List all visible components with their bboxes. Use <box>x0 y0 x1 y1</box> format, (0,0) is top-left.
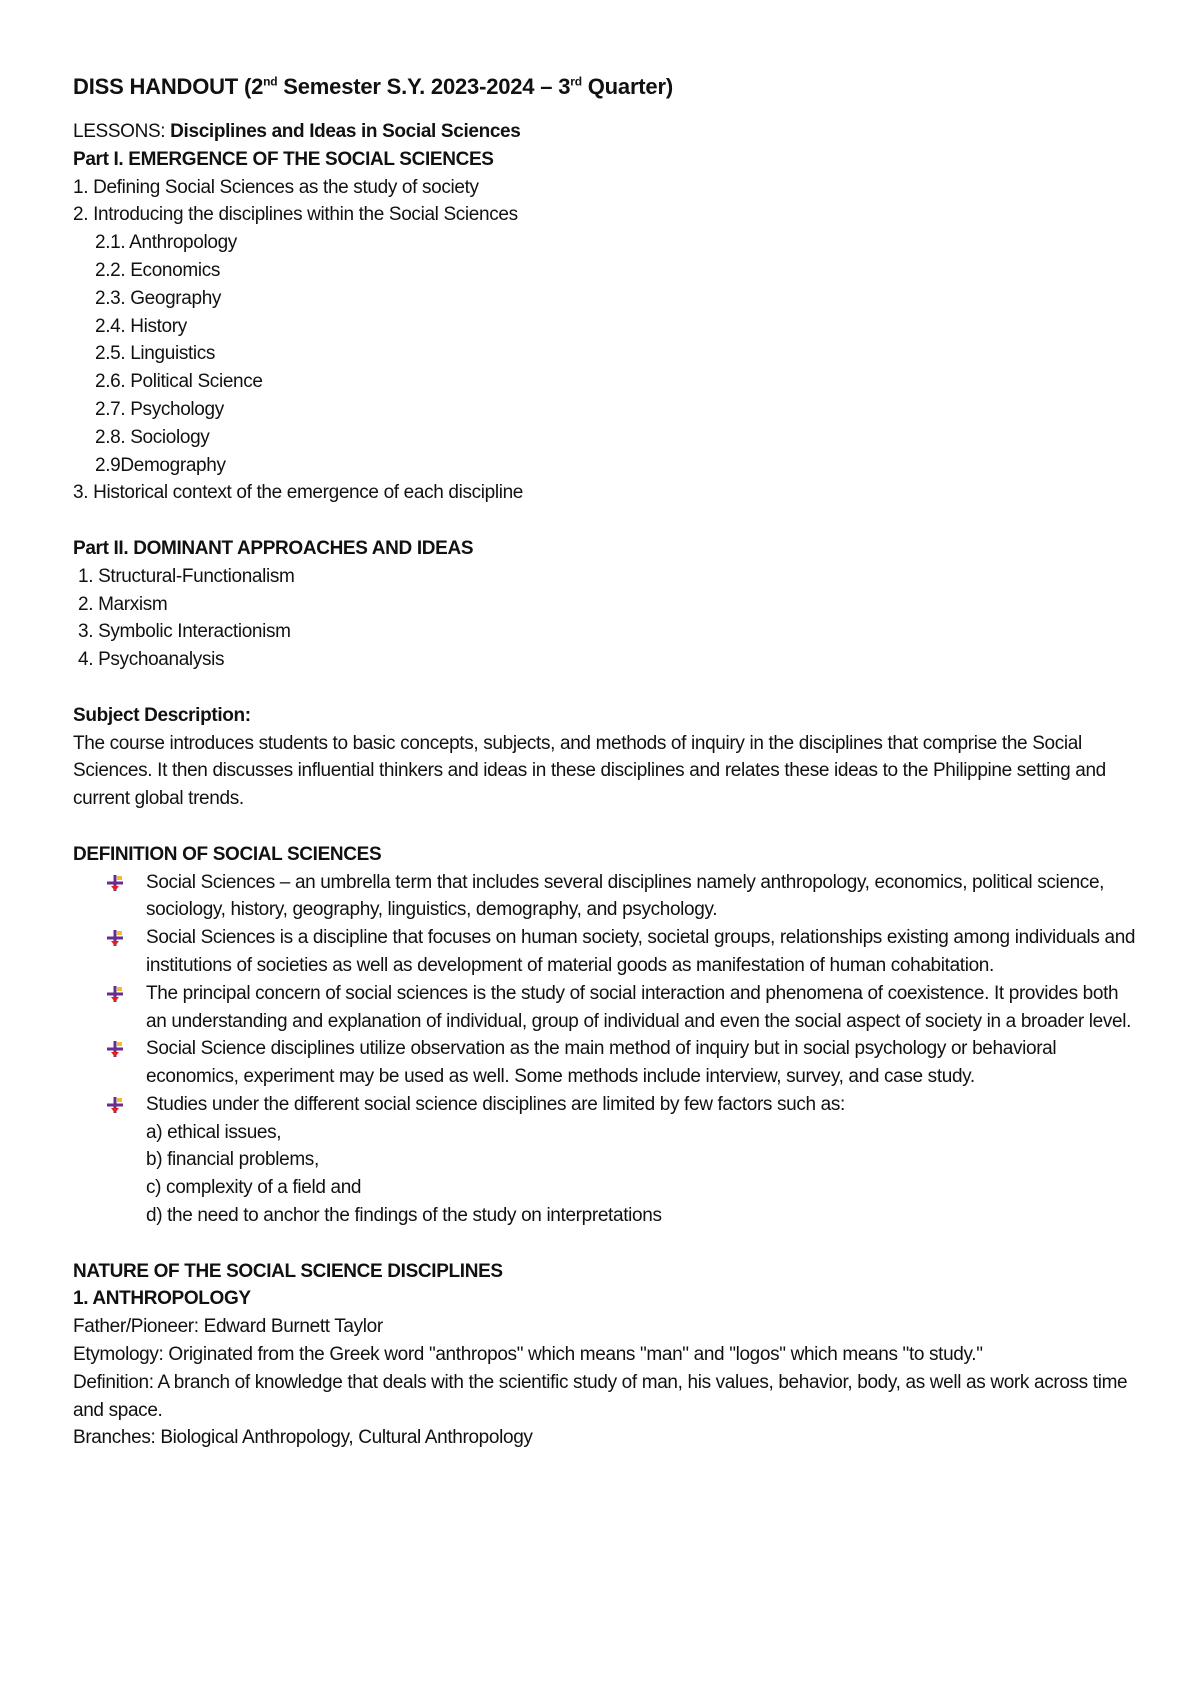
plus-arrow-bullet-icon <box>106 929 124 947</box>
anthropology-father: Father/Pioneer: Edward Burnett Taylor <box>73 1316 383 1338</box>
anthropology-branches: Branches: Biological Anthropology, Cultural Anthropology <box>73 1427 533 1449</box>
part1-subitem: 2.4. History <box>95 315 187 337</box>
part1-item-2: 2. Introducing the disciplines within the Social Sciences <box>73 204 518 226</box>
part1-item-1: 1. Defining Social Sciences as the study of society <box>73 176 479 198</box>
plus-arrow-bullet-icon <box>106 1096 124 1114</box>
subject-description: The course introduces students to basic concepts, subjects, and methods of inquiry in the disciplines that comprise the Social Sciences. It then discusses influential thinkers and ideas in these disciplines and relates these ideas to the Philippine setting and current global trends. <box>73 732 1106 810</box>
handout-page <box>73 72 1143 1452</box>
handout-title <box>73 72 1143 102</box>
limiting-factor: b) financial problems, <box>146 1149 319 1171</box>
definition-heading: DEFINITION OF SOCIAL SCIENCES <box>73 843 382 865</box>
part2-item: 4. Psychoanalysis <box>78 649 225 671</box>
part2-item: 1. Structural-Functionalism <box>78 565 295 587</box>
definition-bullet <box>146 924 1143 980</box>
title-prefix: DISS HANDOUT (2 <box>73 74 264 99</box>
part1-subitem: 2.2. Economics <box>95 259 220 281</box>
limiting-factor: a) ethical issues, <box>146 1121 282 1143</box>
definition-bullet-text: Social Science disciplines utilize observation as the main method of inquiry but in social psychology or behavioral economics, experiment may be used as well. Some methods include interview, survey, and case study. <box>146 1038 1057 1088</box>
part1-subitem: 2.8. Sociology <box>95 426 210 448</box>
part1-subitem: 2.6. Political Science <box>95 371 263 393</box>
part1-subitem: 2.7. Psychology <box>95 398 224 420</box>
plus-arrow-bullet-icon <box>106 874 124 892</box>
definition-bullet <box>146 1035 1143 1091</box>
title-suffix: Quarter) <box>581 74 673 99</box>
definition-bullet <box>146 980 1143 1036</box>
limiting-factor: c) complexity of a field and <box>146 1177 362 1199</box>
title-middle: Semester S.Y. 2023-2024 – 3 <box>277 74 571 99</box>
subject-heading: Subject Description: <box>73 704 251 726</box>
definition-bullet-text: Studies under the different social science disciplines are limited by few factors such as: <box>146 1093 845 1115</box>
part1-subitem: 2.5. Linguistics <box>95 343 216 365</box>
limiting-factor: d) the need to anchor the findings of the study on interpretations <box>146 1205 662 1227</box>
anthropology-etymology: Etymology: Originated from the Greek word "anthropos" which means "man" and "logos" which means "to study." <box>73 1344 983 1366</box>
part1-subitem: 2.1. Anthropology <box>95 232 237 254</box>
spacer <box>73 674 1143 702</box>
part2-item: 2. Marxism <box>78 593 168 615</box>
lessons-line <box>73 118 1143 146</box>
definition-bullet-list <box>73 869 1143 1230</box>
anthropology-heading: 1. ANTHROPOLOGY <box>73 1288 251 1310</box>
definition-bullet <box>146 869 1143 925</box>
spacer <box>73 507 1143 535</box>
definition-bullet-text: Social Sciences – an umbrella term that includes several disciplines namely anthropology, economics, political science, sociology, history, geography, linguistics, demography, and psychology. <box>146 871 1105 921</box>
lessons-value: Disciplines and Ideas in Social Sciences <box>170 121 521 142</box>
spacer <box>73 813 1143 841</box>
plus-arrow-bullet-icon <box>106 1040 124 1058</box>
part2-heading: Part II. DOMINANT APPROACHES AND IDEAS <box>73 537 474 559</box>
definition-bullet-text: Social Sciences is a discipline that focuses on human society, societal groups, relationships existing among individuals and institutions of societies as well as development of material goods as manifestation of human cohabitation. <box>146 927 1136 976</box>
nature-heading: NATURE OF THE SOCIAL SCIENCE DISCIPLINES <box>73 1260 503 1282</box>
definition-bullet-text: The principal concern of social sciences is the study of social interaction and phenomena of coexistence. It provides both an understanding and explanation of individual, group of individual and even the social aspect of society in a broader level. <box>146 982 1132 1032</box>
definition-bullet <box>146 1091 1143 1230</box>
title-sup-nd: nd <box>263 74 278 89</box>
part1-heading: Part I. EMERGENCE OF THE SOCIAL SCIENCES <box>73 148 494 170</box>
anthropology-definition: Definition: A branch of knowledge that deals with the scientific study of man, his values, behavior, body, as well as work across time and space. <box>73 1371 1128 1421</box>
part1-item-3: 3. Historical context of the emergence of each discipline <box>73 482 524 504</box>
spacer <box>73 1230 1143 1258</box>
part2-item: 3. Symbolic Interactionism <box>78 621 291 643</box>
plus-arrow-bullet-icon <box>106 985 124 1003</box>
part1-subitem: 2.3. Geography <box>95 287 222 309</box>
title-sup-rd: rd <box>570 74 582 89</box>
lessons-label: LESSONS: <box>73 121 171 142</box>
part1-subitem: 2.9Demography <box>95 454 226 476</box>
